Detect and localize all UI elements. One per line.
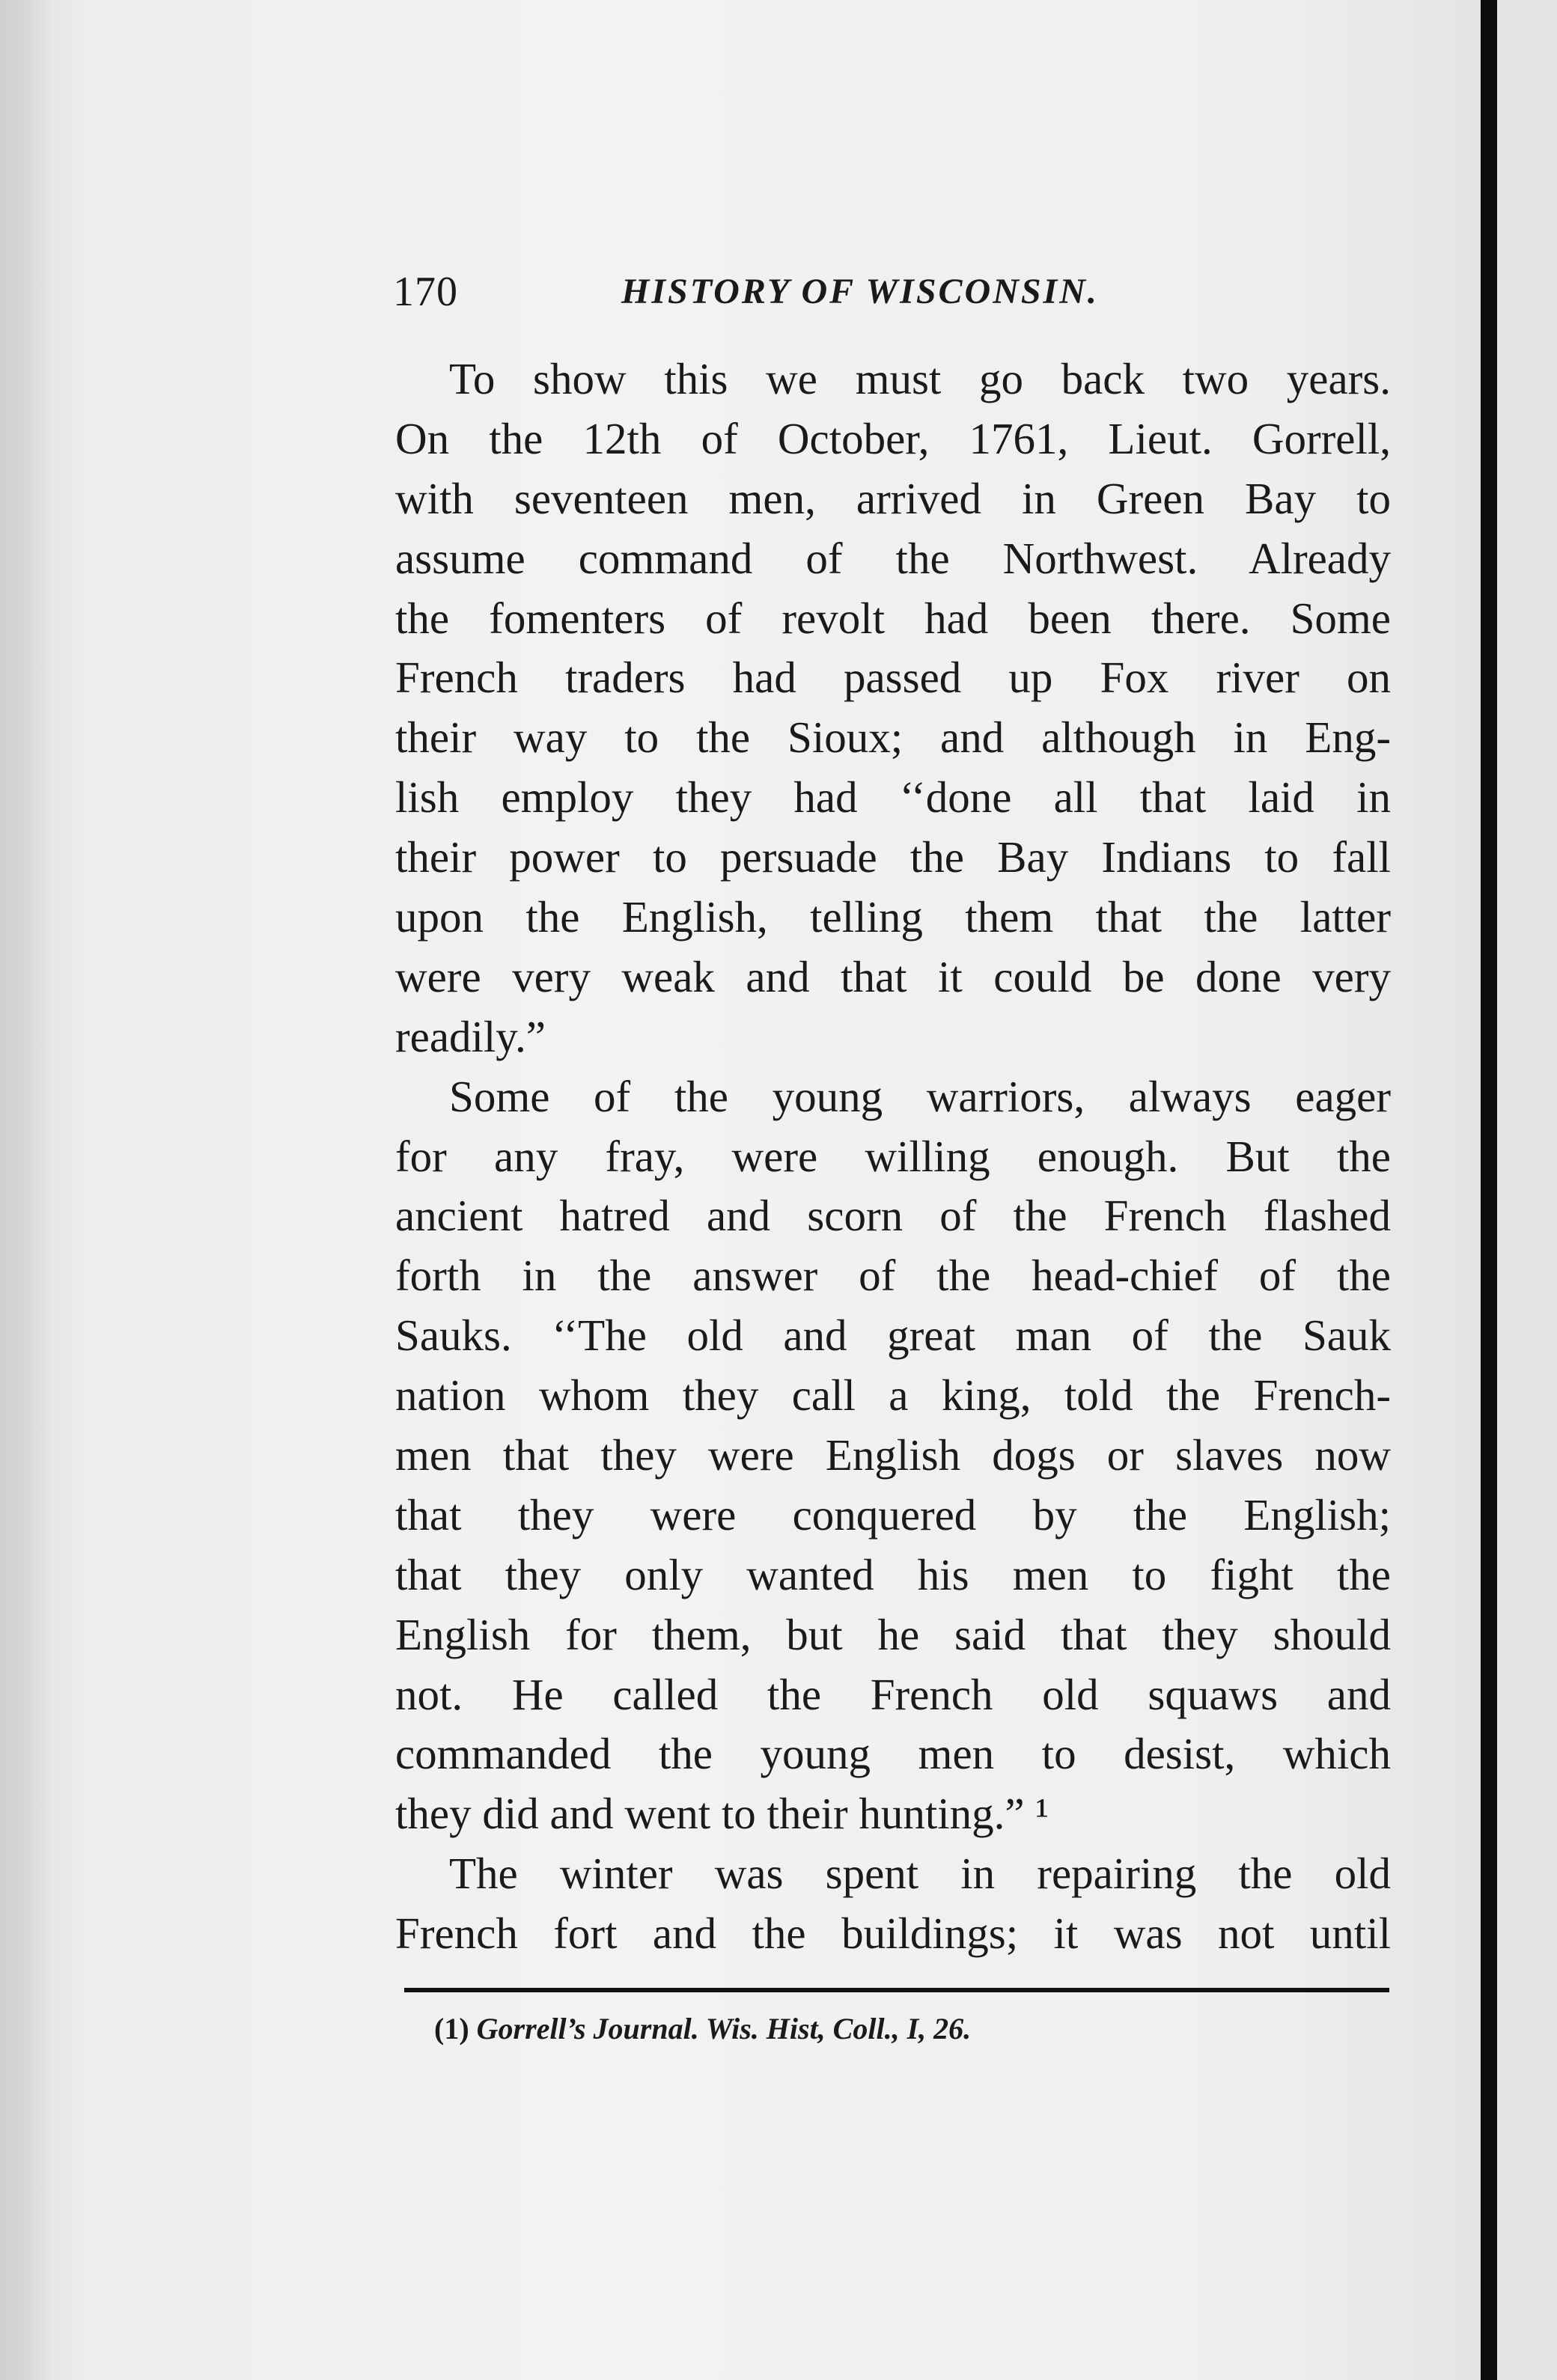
text-line: lish employ they had ‘‘done all that laid in (395, 772, 1391, 823)
text-line: were very weak and that it could be done very (395, 951, 1391, 1001)
text-line: On the 12th of October, 1761, Lieut. Gorrell, (395, 413, 1391, 463)
text-line: ancient hatred and scorn of the French flashed (395, 1191, 1391, 1241)
text-line: To show this we must go back two years. (449, 354, 1391, 403)
page-edge (1481, 0, 1497, 2380)
text-line: upon the English, telling them that the latter (395, 892, 1391, 942)
text-line: French traders had passed up Fox river on (395, 653, 1391, 703)
text-line: Some of the young warriors, always eager (449, 1071, 1391, 1121)
text-line: that they only wanted his men to fight the (395, 1549, 1391, 1599)
footnote-marker: (1) (434, 2012, 469, 2045)
book-title: HISTORY OF WISCONSIN. (621, 272, 1099, 311)
text-line: readily.” (395, 1011, 546, 1061)
footnote (434, 2003, 1385, 2055)
text-line: their power to persuade the Bay Indians to fall (395, 832, 1391, 882)
running-head (393, 262, 1389, 322)
text-line: forth in the answer of the head-chief of the (395, 1251, 1391, 1301)
text-line: with seventeen men, arrived in Green Bay to (395, 473, 1391, 523)
text-line: their way to the Sioux; and although in Eng- (395, 713, 1391, 763)
text-line: not. He called the French old squaws and (395, 1669, 1391, 1719)
text-line: assume command of the Northwest. Already (395, 533, 1391, 583)
text-line: the fomenters of revolt had been there. Some (395, 593, 1391, 643)
text-line: French fort and the buildings; it was not until (395, 1908, 1391, 1959)
footnote-rule (404, 1988, 1389, 1992)
text-line: for any fray, were willing enough. But the (395, 1131, 1391, 1181)
text-line: English for them, but he said that they should (395, 1609, 1391, 1659)
page-number: 170 (393, 269, 458, 315)
body-text (395, 350, 1391, 1964)
text-line: Sauks. ‘‘The old and great man of the Sauk (395, 1310, 1391, 1361)
text-line: they did and went to their hunting.” ¹ (395, 1789, 1049, 1839)
text-line: commanded the young men to desist, which (395, 1729, 1391, 1779)
text-line: nation whom they call a king, told the French- (395, 1370, 1391, 1421)
footnote-text: Gorrell’s Journal. Wis. Hist, Coll., I, 26. (476, 2012, 972, 2045)
page-gutter-shadow (0, 0, 52, 2380)
text-line: men that they were English dogs or slaves now (395, 1430, 1391, 1480)
text-line: The winter was spent in repairing the old (449, 1849, 1391, 1899)
text-line: that they were conquered by the English; (395, 1489, 1391, 1540)
